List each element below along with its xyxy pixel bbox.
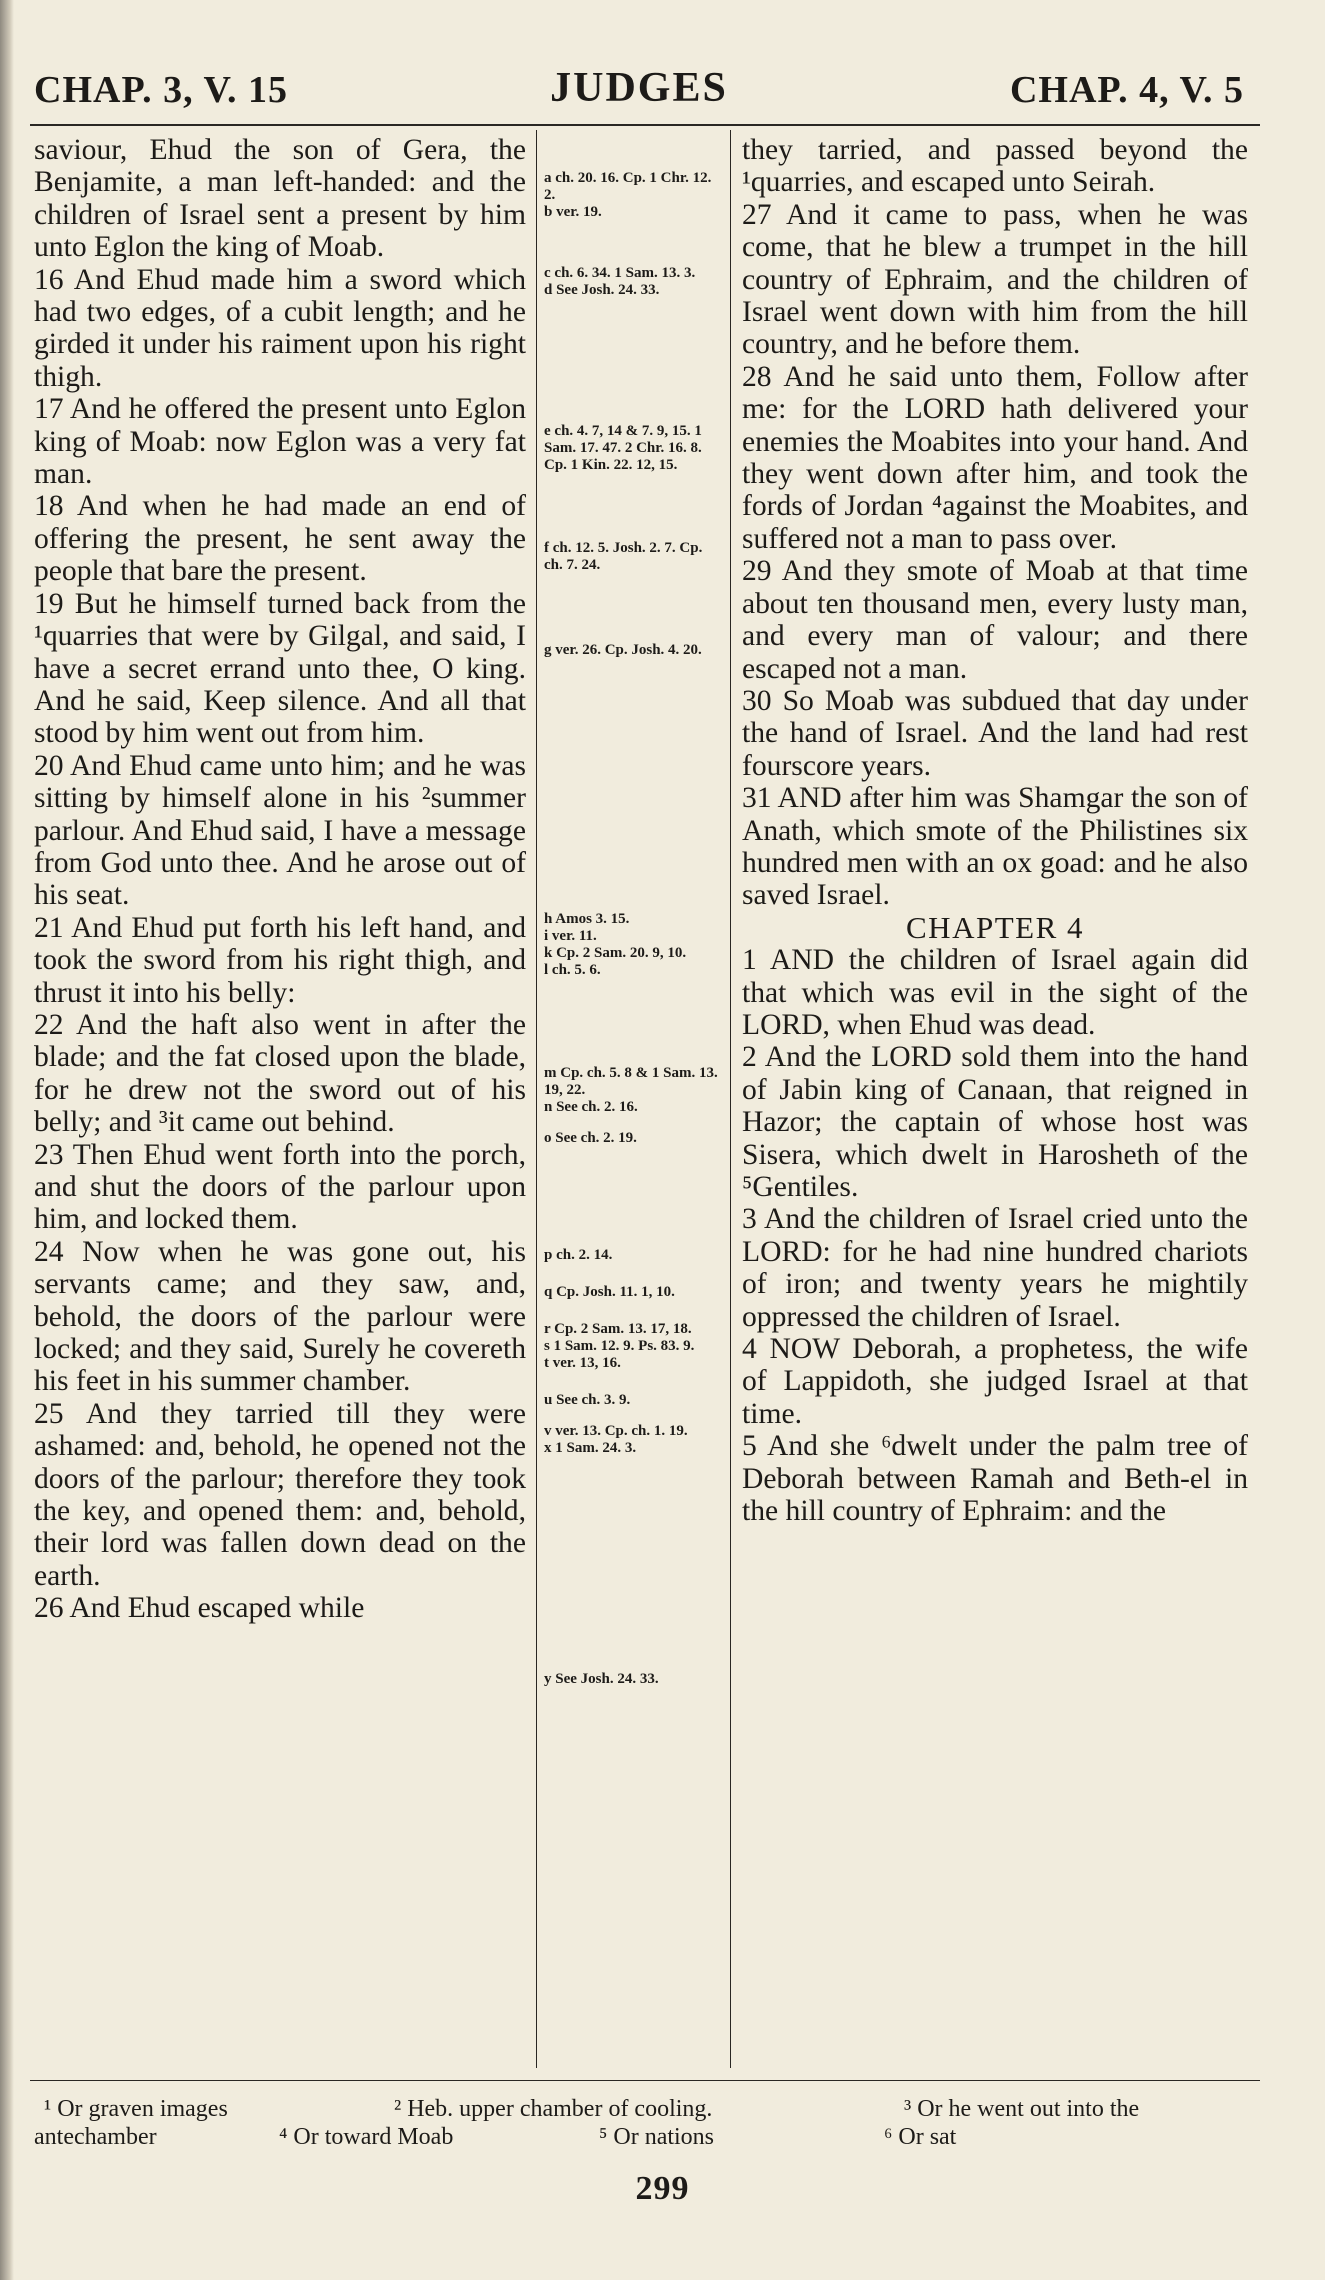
footnote-row-1 bbox=[34, 2096, 1254, 2124]
cross-ref: y See Josh. 24. 33. bbox=[544, 1671, 659, 1687]
cross-ref: b ver. 19. bbox=[544, 204, 602, 220]
column-divider-left bbox=[536, 130, 537, 2068]
cross-ref: k Cp. 2 Sam. 20. 9, 10. bbox=[544, 945, 687, 961]
verse-26-end: they tarried, and passed beyond the ¹quarries, and escaped unto Seirah. bbox=[742, 134, 1248, 199]
verse-16: 16 And Ehud made him a sword which had two edges, of a cubit length; and he girded it under his raiment upon his right thigh. bbox=[34, 263, 526, 393]
header-right-reference: CHAP. 4, V. 5 bbox=[1009, 69, 1244, 111]
verse-25: 25 And they tarried till they were ashamed: and, behold, he opened not the doors of the parlour; therefore they took the key, and opened them: and, behold, their lord was fallen down dead on the earth. bbox=[34, 1397, 526, 1592]
verse-26-start: 26 And Ehud escaped while bbox=[34, 1592, 365, 1625]
footnotes bbox=[34, 2096, 1254, 2152]
verse-19: 19 But he himself turned back from the ¹quarries that were by Gilgal, and said, I have a secret errand unto thee, O king. And he said, Keep silence. And all that stood by him went out from him. bbox=[34, 587, 526, 750]
footnote-5: ⁵ Or nations bbox=[599, 2124, 715, 2150]
verse-21: 21 And Ehud put forth his left hand, and took the sword from his right thigh, and thrust it into his belly: bbox=[34, 911, 526, 1009]
footnote-4: ⁴ Or toward Moab bbox=[279, 2124, 454, 2150]
footnote-row-2 bbox=[34, 2124, 1254, 2152]
cross-ref: e ch. 4. 7, 14 & 7. 9, 15. 1 Sam. 17. 47. 2 Chr. 16. 8. Cp. 1 Kin. 22. 12, 15. bbox=[544, 423, 702, 473]
running-header bbox=[34, 60, 1244, 116]
footnote-2: ² Heb. upper chamber of cooling. bbox=[394, 2096, 713, 2122]
footnote-3: ³ Or he went out into the bbox=[904, 2096, 1140, 2122]
cross-ref: v ver. 13. Cp. ch. 1. 19. bbox=[544, 1423, 688, 1439]
verse-24: 24 Now when he was gone out, his servants came; and they saw, and, behold, the doors of the parlour were locked; and they said, Surely he covereth his feet in his summer chamber. bbox=[34, 1235, 526, 1398]
header-left-reference: CHAP. 3, V. 15 bbox=[34, 69, 289, 111]
cross-ref: u See ch. 3. 9. bbox=[544, 1392, 631, 1408]
footnote-1: ¹ Or graven images bbox=[44, 2096, 228, 2122]
binding-shadow bbox=[0, 0, 14, 2280]
header-rule bbox=[30, 124, 1260, 126]
cross-reference-column bbox=[544, 170, 722, 1688]
cross-ref: h Amos 3. 15. bbox=[544, 911, 630, 927]
verse-17: 17 And he offered the present unto Eglon king of Moab: now Eglon was a very fat man. bbox=[34, 393, 526, 491]
cross-ref: t ver. 13, 16. bbox=[544, 1355, 621, 1371]
text-column-left bbox=[34, 134, 526, 1625]
verse-28: 28 And he said unto them, Follow after me: for the LORD hath delivered your enemies the Moabites into your hand. And they went down after him, and took the fords of Jordan ⁴against the Moabites, and suffered not a man to pass over. bbox=[742, 360, 1248, 555]
verse-18: 18 And when he had made an end of offering the present, he sent away the people that bare the present. bbox=[34, 490, 526, 588]
verse-20: 20 And Ehud came unto him; and he was sitting by himself alone in his ²summer parlour. And Ehud said, I have a message from God unto thee. And he arose out of his seat. bbox=[34, 749, 526, 912]
verse-31: 31 AND after him was Shamgar the son of Anath, which smote of the Philistines six hundred men with an ox goad: and he also saved Israel. bbox=[742, 782, 1248, 912]
cross-ref: p ch. 2. 14. bbox=[544, 1247, 613, 1263]
cross-ref: g ver. 26. Cp. Josh. 4. 20. bbox=[544, 642, 702, 658]
ch4-verse-2: 2 And the LORD sold them into the hand of Jabin king of Canaan, that reigned in Hazor; the captain of whose host was Sisera, which dwelt in Harosheth of the ⁵Gentiles. bbox=[742, 1041, 1248, 1203]
cross-ref: a ch. 20. 16. Cp. 1 Chr. 12. 2. bbox=[544, 170, 712, 203]
footnote-rule bbox=[30, 2080, 1260, 2081]
cross-ref: i ver. 11. bbox=[544, 928, 597, 944]
cross-ref: n See ch. 2. 16. bbox=[544, 1099, 638, 1115]
text-column-right bbox=[742, 134, 1248, 1527]
cross-ref: o See ch. 2. 19. bbox=[544, 1130, 637, 1146]
footnote-3-continued: antechamber bbox=[34, 2124, 157, 2150]
cross-ref: x 1 Sam. 24. 3. bbox=[544, 1440, 637, 1456]
cross-ref: s 1 Sam. 12. 9. Ps. 83. 9. bbox=[544, 1338, 695, 1354]
verse-23: 23 Then Ehud went forth into the porch, and shut the doors of the parlour upon him, and locked them. bbox=[34, 1138, 526, 1236]
verse-30: 30 So Moab was subdued that day under the hand of Israel. And the land had rest fourscore years. bbox=[742, 684, 1248, 782]
ch4-verse-5: 5 And she ⁶dwelt under the palm tree of Deborah between Ramah and Beth-el in the hill country of Ephraim: and the bbox=[742, 1430, 1248, 1528]
verse-27: 27 And it came to pass, when he was come, that he blew a trumpet in the hill country of Ephraim, and the children of Israel went down with him from the hill country, and he before them. bbox=[742, 198, 1248, 361]
footnote-6: ⁶ Or sat bbox=[884, 2124, 957, 2150]
cross-ref: r Cp. 2 Sam. 13. 17, 18. bbox=[544, 1321, 692, 1337]
chapter-heading: CHAPTER 4 bbox=[906, 909, 1084, 945]
ch4-verse-3: 3 And the children of Israel cried unto the LORD: for he had nine hundred chariots of iron; and twenty years he mightily oppressed the children of Israel. bbox=[742, 1203, 1248, 1333]
cross-ref: m Cp. ch. 5. 8 & 1 Sam. 13. 19, 22. bbox=[544, 1065, 718, 1098]
verse-22: 22 And the haft also went in after the blade; and the fat closed upon the blade, for he drew not the sword out of his belly; and ³it came out behind. bbox=[34, 1008, 526, 1139]
column-divider-right bbox=[730, 130, 731, 2068]
cross-ref: d See Josh. 24. 33. bbox=[544, 282, 660, 298]
cross-ref: f ch. 12. 5. Josh. 2. 7. Cp. ch. 7. 24. bbox=[544, 540, 703, 573]
ch4-verse-4: 4 NOW Deborah, a prophetess, the wife of Lappidoth, she judged Israel at that time. bbox=[742, 1333, 1248, 1430]
cross-ref: l ch. 5. 6. bbox=[544, 962, 601, 978]
cross-ref: c ch. 6. 34. 1 Sam. 13. 3. bbox=[544, 265, 696, 281]
verse-15: saviour, Ehud the son of Gera, the Benjamite, a man left-handed: and the children of Israel sent a present by him unto Eglon the king of Moab. bbox=[34, 134, 526, 264]
ch4-verse-1: 1 AND the children of Israel again did that which was evil in the sight of the LORD, when Ehud was dead. bbox=[742, 944, 1248, 1041]
cross-ref: q Cp. Josh. 11. 1, 10. bbox=[544, 1284, 675, 1300]
page-number: 299 bbox=[635, 2170, 690, 2207]
book-title: JUDGES bbox=[550, 65, 728, 111]
verse-29: 29 And they smote of Moab at that time about ten thousand men, every lusty man, and every man of valour; and there escaped not a man. bbox=[742, 555, 1248, 685]
